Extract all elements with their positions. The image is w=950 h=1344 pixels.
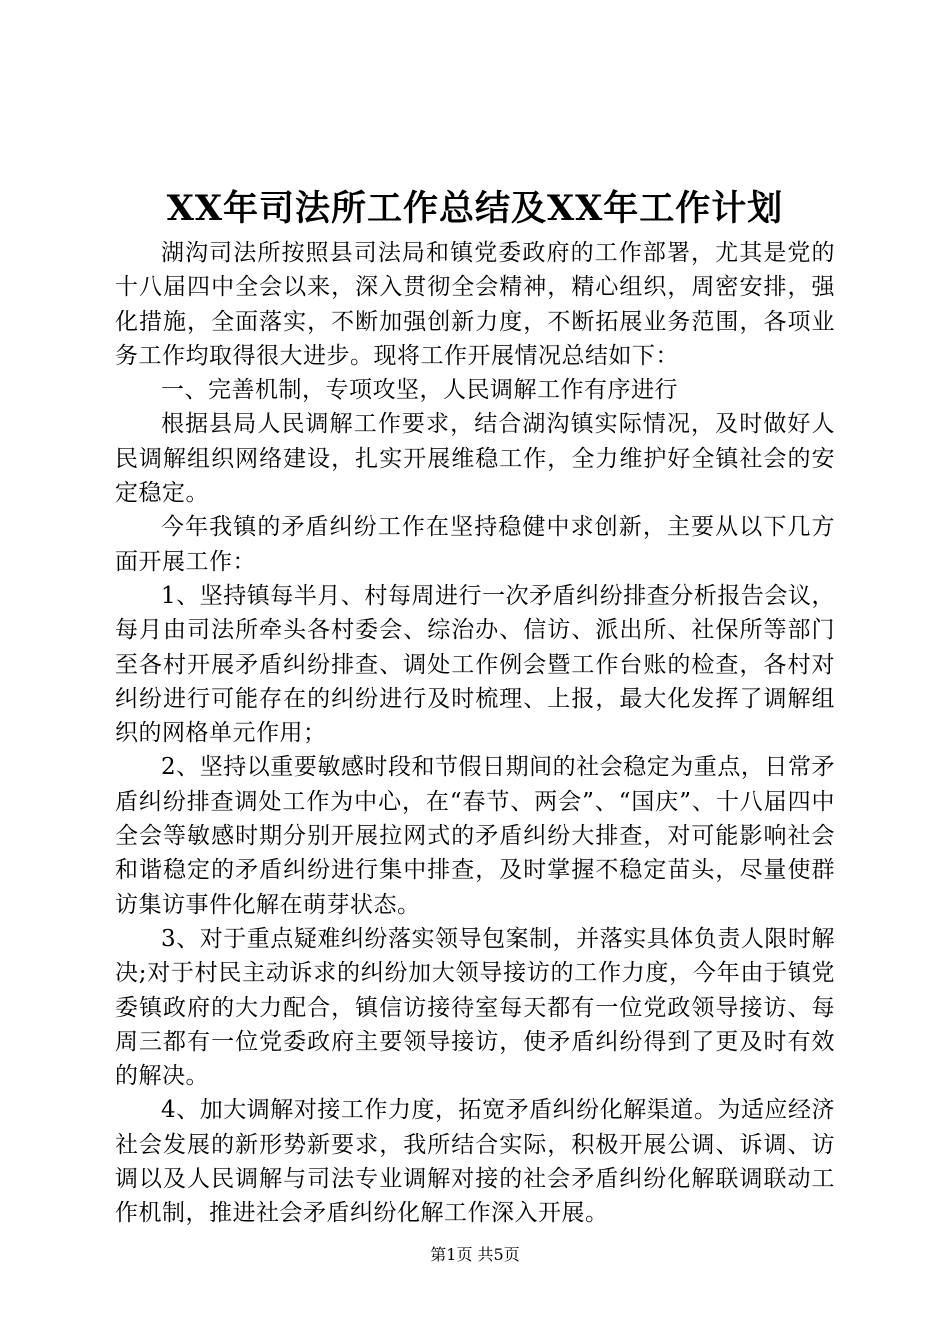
paragraph: 根据县局人民调解工作要求，结合湖沟镇实际情况，及时做好人民调解组织网络建设，扎实开展维稳工作，全力维护好全镇社会的安定稳定。: [115, 411, 835, 507]
paragraph: 今年我镇的矛盾纠纷工作在坚持稳健中求创新，主要从以下几方面开展工作：: [115, 514, 835, 575]
list-item-2: 2、坚持以重要敏感时段和节假日期间的社会稳定为重点，日常矛盾纠纷排查调处工作为中心，在“春节、两会”、“国庆”、十八届四中全会等敏感时期分别开展拉网式的矛盾纠纷大排查，对可能影响社会和谐稳定的矛盾纠纷进行集中排查，及时掌握不稳定苗头，尽量使群访集访事件化解在萌芽状态。: [115, 754, 835, 918]
list-item-3: 3、对于重点疑难纠纷落实领导包案制，并落实具体负责人限时解决;对于村民主动诉求的纠纷加大领导接访的工作力度，今年由于镇党委镇政府的大力配合，镇信访接待室每天都有一位党政领导接访、每周三都有一位党委政府主要领导接访，使矛盾纠纷得到了更及时有效的解决。: [115, 925, 835, 1090]
list-item-4: 4、加大调解对接工作力度，拓宽矛盾纠纷化解渠道。为适应经济社会发展的新形势新要求，我所结合实际，积极开展公调、诉调、访调以及人民调解与司法专业调解对接的社会矛盾纠纷化解联调联动工作机制，推进社会矛盾纠纷化解工作深入开展。: [115, 1097, 835, 1227]
document-title: XX年司法所工作总结及XX年工作计划: [166, 188, 784, 229]
page-number-footer: 第1页 共5页: [430, 1245, 520, 1264]
paragraph-intro: 湖沟司法所按照县司法局和镇党委政府的工作部署，尤其是党的十八届四中全会以来，深入贯彻全会精神，精心组织，周密安排，强化措施，全面落实，不断加强创新力度，不断拓展业务范围，各项业务工作均取得很大进步。现将工作开展情况总结如下：: [115, 240, 835, 369]
document-body: [115, 236, 835, 1231]
section-heading-1: 一、完善机制，专项攻坚，人民调解工作有序进行: [161, 377, 678, 404]
list-item-1: 1、坚持镇每半月、村每周进行一次矛盾纠纷排查分析报告会议，每月由司法所牵头各村委会、综治办、信访、派出所、社保所等部门至各村开展矛盾纠纷排查、调处工作例会暨工作台账的检查，各村对纠纷进行可能存在的纠纷进行及时梳理、上报，最大化发挥了调解组织的网格单元作用；: [115, 582, 835, 747]
